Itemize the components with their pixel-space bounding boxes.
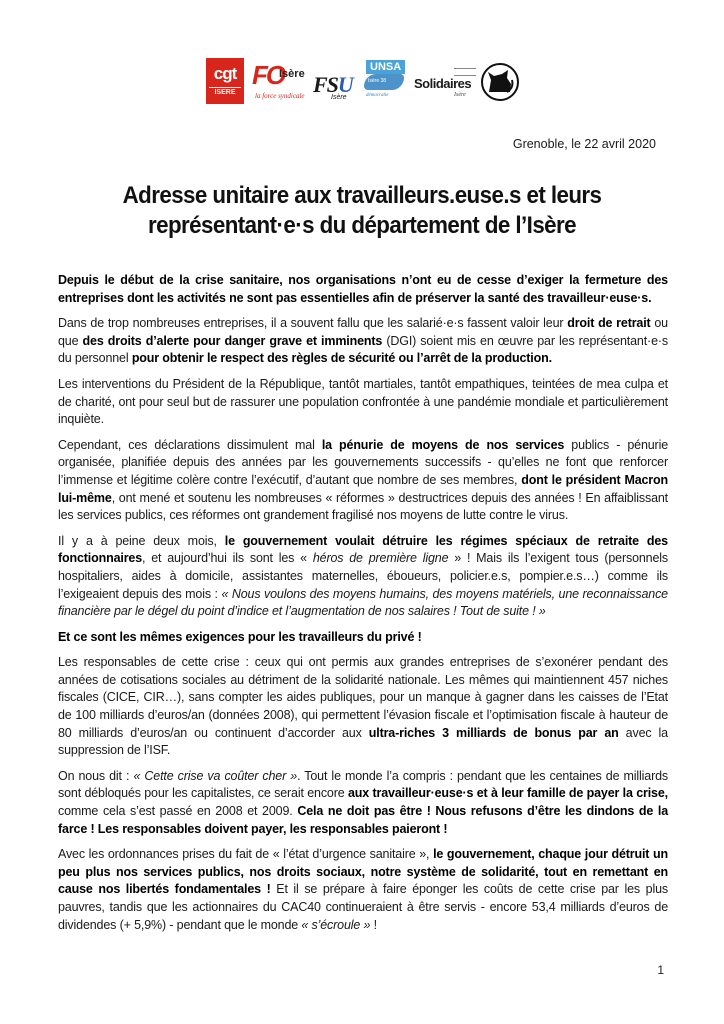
text: . Tout le monde l’a compris : pendant que les centaines de milliards sont débloqués pour les capitalistes, ce serait encore <box>58 768 668 801</box>
bold-text: ultra-riches 3 milliards de bonus par an <box>368 725 619 740</box>
text: ou que <box>58 316 668 348</box>
text: Et il se prépare à faire éponger les coûts de cette crise par les plus pauvres, tandis que les actionnaires du CAC40 continueraient à être servis - encore 53,4 milliards d’euros de dividendes (+ 5,9%) - pendant que le monde <box>58 882 668 932</box>
page-number: 1 <box>657 963 664 977</box>
text: Il y a à peine deux mois, <box>58 533 225 548</box>
text: » ! Mais ils l’exigent tous (personnels hospitaliers, aides à domicile, assistantes maternelles, éboueurs, policier.e.s, pompier.e.s…) comme ils l’exigeaient depuis des mois : <box>58 551 669 601</box>
bold-text: des droits d’alerte pour danger grave et imminents <box>82 333 383 348</box>
unsa-logo: UNSA Isère 38 démocratie <box>364 58 408 106</box>
fo-logo: FO Isère la force syndicale <box>252 60 305 100</box>
document-body <box>58 272 668 942</box>
paragraph <box>58 629 668 647</box>
text: Cependant, ces déclarations dissimulent mal <box>58 437 322 452</box>
paragraph <box>58 768 668 838</box>
union-logos <box>200 58 530 108</box>
text: ! <box>370 917 377 932</box>
text: publics - pénurie organisée, planifiée depuis des années par les gouvernements successifs - qu’elles ne font que renforcer l’immense et légitime colère contre l’exécutif, d’autant que nombre de ses membres, <box>58 437 668 487</box>
italic-text: héros de première ligne <box>312 551 449 566</box>
cgt-logo: cgt ISERE <box>206 58 244 104</box>
text: Avec les ordonnances prises du fait de « l’état d’urgence sanitaire », <box>58 847 434 862</box>
italic-text: « Cette crise va coûter cher » <box>133 768 298 783</box>
paragraph <box>58 437 668 525</box>
paragraph <box>58 846 668 934</box>
fsu-logo: FSU Isère <box>313 72 353 101</box>
text: Les responsables de cette crise : ceux qui ont permis aux grandes entreprises de s’exonérer pendant des années de cotisations sociales au détriment de la solidarité nationale. Les mêmes qui maintiennent 457 niches fiscales (CICE, CIR…), sans compter les aides publiques, pour un manque à gagner dans les caisses de l’Etat de 100 milliards d’euros/an (données 2008), qui permettent l’évasion fiscale et l’optimisation fiscale à hauteur de 80 milliards d’euros/an ou continuent d’accorder aux <box>58 655 668 740</box>
text: avec la suppression de l’ISF. <box>58 725 668 758</box>
document-title <box>81 181 643 241</box>
solidaires-logo: Solidaires Isère <box>414 58 478 106</box>
text: , et aujourd’hui ils sont les « <box>142 551 313 566</box>
bold-text: dont le président Macron lui-même <box>58 472 668 505</box>
text: (DGI) soient mis en œuvre par les représentant·e·s du personnel <box>58 333 668 366</box>
paragraph <box>58 272 668 307</box>
document-date: Grenoble, le 22 avril 2020 <box>512 137 656 151</box>
italic-text: « s’écroule » <box>301 917 371 932</box>
bold-text: Et ce sont les mêmes exigences pour les travailleurs du privé ! <box>58 629 422 644</box>
paragraph <box>58 533 668 621</box>
paragraph <box>58 315 668 368</box>
bold-text: aux travailleur·euse·s et à leur famille de payer la crise, <box>347 786 668 801</box>
bold-text: le gouvernement, chaque jour détruit un peu plus nos services publics, nos droits sociaux, notre système de solidarité, tout en remettant en cause nos libertés fondamentales ! <box>58 847 668 897</box>
bold-text: pour obtenir le respect des règles de sécurité ou l’arrêt de la production. <box>131 351 552 366</box>
text: comme cela s’est passé en 2008 et 2009. <box>58 804 298 819</box>
bold-text: droit de retrait <box>567 316 651 331</box>
text: On nous dit : <box>58 768 134 783</box>
title-line-1: Adresse unitaire aux travailleurs.euse.s et leurs <box>122 182 602 209</box>
title-line-2: représentant·e·s du département de l’Isère <box>147 212 577 239</box>
black-cat-icon <box>480 62 520 102</box>
bold-text: le gouvernement voulait détruire les régimes spéciaux de retraite des fonctionnaires <box>58 533 668 566</box>
italic-text: « Nous voulons des moyens humains, des moyens matériels, une reconnaissance financière par le dégel du point d’indice et l’augmentation de nos salaires ! Tout de suite ! » <box>58 586 668 619</box>
bold-text: Cela ne doit pas être ! Nous refusons d’être les dindons de la farce ! Les responsables doivent payer, les responsables paieront ! <box>58 804 668 836</box>
bold-text: Depuis le début de la crise sanitaire, nos organisations n’ont eu de cesse d’exiger la fermeture des entreprises dont les activités ne sont pas essentielles afin de préserver la santé des travailleur·euse·s. <box>58 273 668 305</box>
text: Dans de trop nombreuses entreprises, il a souvent fallu que les salarié·e·s fassent valoir leur <box>58 316 568 331</box>
bold-text: la pénurie de moyens de nos services <box>321 437 565 452</box>
paragraph <box>58 376 668 429</box>
text: Les interventions du Président de la République, tantôt martiales, tantôt empathiques, teintées de mea culpa et de charité, ont pour seul but de rassurer une population confrontée à une pandémie mondiale et particulièrement inquiète. <box>58 376 668 427</box>
text: , ont mené et soutenu les nombreuses « réformes » destructrices depuis des années ! En affaiblissant les services publics, ces réformes ont grandement fragilisé nos moyens de lutte contre le virus. <box>58 490 668 523</box>
paragraph <box>58 654 668 760</box>
